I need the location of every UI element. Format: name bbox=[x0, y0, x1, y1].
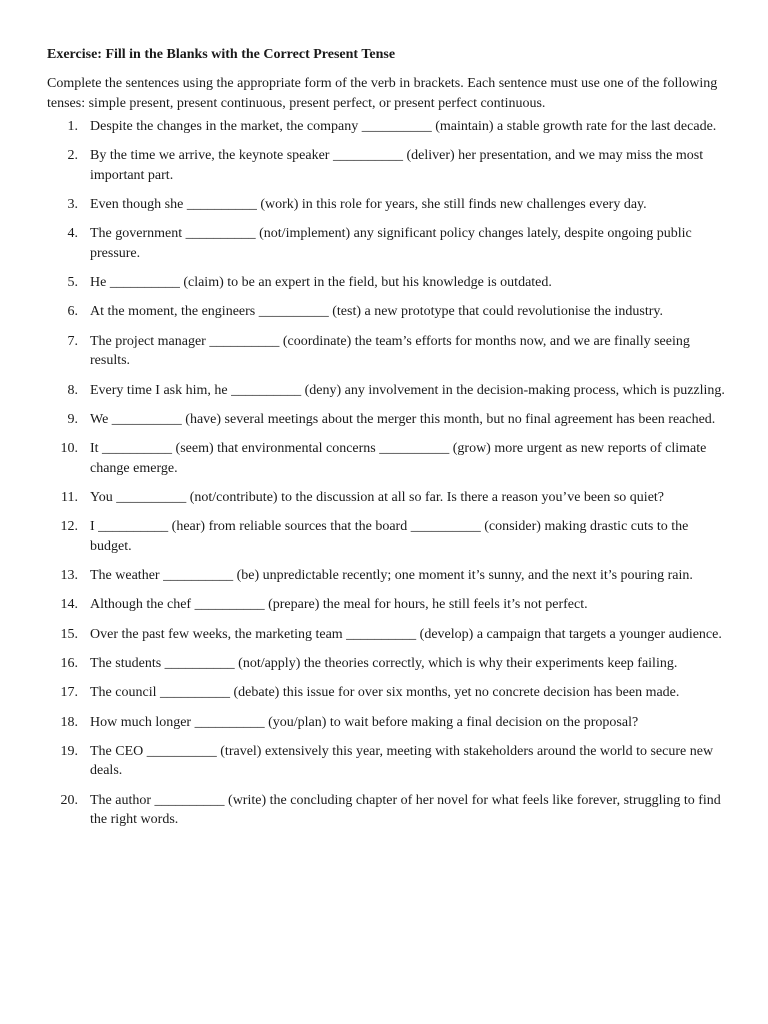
item-text: Even though she __________ (work) in this role for years, she still finds new challenges every day. bbox=[90, 197, 647, 213]
item-number: 2. bbox=[67, 148, 78, 164]
exercise-item bbox=[47, 517, 728, 556]
item-text: The author __________ (write) the concluding chapter of her novel for what feels like forever, struggling to find the right words. bbox=[90, 792, 721, 828]
item-text: How much longer __________ (you/plan) to wait before making a final decision on the proposal? bbox=[90, 714, 639, 730]
exercise-item bbox=[47, 381, 728, 401]
item-text: At the moment, the engineers __________ (test) a new prototype that could revolutionise the industry. bbox=[90, 304, 663, 320]
item-number: 8. bbox=[67, 382, 78, 398]
exercise-item bbox=[47, 713, 728, 733]
exercise-item bbox=[47, 595, 728, 615]
item-text: I __________ (hear) from reliable sources that the board __________ (consider) making drastic cuts to the budget. bbox=[90, 519, 689, 554]
exercise-item bbox=[47, 566, 728, 586]
item-number: 20. bbox=[60, 792, 78, 808]
item-number: 13. bbox=[60, 568, 78, 584]
exercise-item bbox=[47, 791, 728, 830]
item-number: 7. bbox=[67, 333, 78, 349]
item-number: 16. bbox=[60, 655, 78, 671]
item-text: Over the past few weeks, the marketing team __________ (develop) a campaign that targets a younger audience. bbox=[90, 626, 722, 642]
item-text: Although the chef __________ (prepare) the meal for hours, he still feels it’s not perfect. bbox=[90, 597, 588, 613]
item-text: The CEO __________ (travel) extensively this year, meeting with stakeholders around the world to secure new deals. bbox=[90, 743, 714, 779]
item-text: The weather __________ (be) unpredictable recently; one moment it’s sunny, and the next it’s pouring rain. bbox=[90, 568, 693, 584]
item-text: It __________ (seem) that environmental concerns __________ (grow) more urgent as new reports of climate change emerge. bbox=[90, 441, 707, 476]
item-text: Despite the changes in the market, the company __________ (maintain) a stable growth rate for the last decade. bbox=[90, 119, 717, 134]
item-number: 10. bbox=[60, 441, 78, 457]
exercise-item bbox=[47, 224, 728, 263]
item-number: 14. bbox=[60, 597, 78, 613]
exercise-item bbox=[47, 683, 728, 703]
exercise-item bbox=[47, 654, 728, 674]
exercise-item bbox=[47, 488, 728, 508]
item-number: 6. bbox=[67, 304, 78, 320]
exercise-item bbox=[47, 146, 728, 185]
exercise-item bbox=[47, 410, 728, 430]
item-number: 3. bbox=[67, 197, 78, 213]
exercise-item bbox=[47, 273, 728, 293]
item-text: Every time I ask him, he __________ (deny) any involvement in the decision-making process, which is puzzling. bbox=[90, 382, 725, 398]
exercise-item bbox=[47, 439, 728, 478]
item-text: The council __________ (debate) this issue for over six months, yet no concrete decision has been made. bbox=[90, 685, 680, 701]
item-number: 18. bbox=[60, 714, 78, 730]
exercise-item bbox=[47, 625, 728, 645]
item-number: 9. bbox=[67, 411, 78, 427]
item-number: 1. bbox=[67, 119, 78, 134]
item-number: 11. bbox=[61, 489, 78, 505]
exercise-item bbox=[47, 117, 728, 137]
instructions-paragraph: Complete the sentences using the appropriate form of the verb in brackets. Each sentence must use one of the following tenses: simple present, present continuous, present perfect, or present perfect continuous. bbox=[47, 76, 718, 111]
item-number: 4. bbox=[67, 226, 78, 242]
item-text: By the time we arrive, the keynote speaker __________ (deliver) her presentation, and we may miss the most important part. bbox=[90, 148, 704, 183]
item-text: The government __________ (not/implement) any significant policy changes lately, despite ongoing public pressure. bbox=[90, 226, 692, 261]
exercise-item bbox=[47, 302, 728, 322]
item-text: We __________ (have) several meetings about the merger this month, but no final agreement has been reached. bbox=[90, 411, 716, 427]
item-number: 15. bbox=[60, 626, 78, 642]
item-text: You __________ (not/contribute) to the discussion at all so far. Is there a reason you’ve been so quiet? bbox=[90, 489, 665, 505]
item-number: 5. bbox=[67, 275, 78, 291]
item-text: The project manager __________ (coordinate) the team’s efforts for months now, and we are finally seeing results. bbox=[90, 333, 690, 369]
item-number: 19. bbox=[60, 743, 78, 759]
item-text: The students __________ (not/apply) the theories correctly, which is why their experiments keep failing. bbox=[90, 655, 678, 671]
item-number: 12. bbox=[60, 519, 78, 535]
exercise-item bbox=[47, 332, 728, 371]
exercise-list bbox=[47, 117, 728, 830]
exercise-item bbox=[47, 195, 728, 215]
exercise-item bbox=[47, 742, 728, 781]
item-number: 17. bbox=[60, 685, 78, 701]
item-text: He __________ (claim) to be an expert in the field, but his knowledge is outdated. bbox=[90, 275, 552, 291]
exercise-title: Exercise: Fill in the Blanks with the Correct Present Tense bbox=[47, 47, 396, 62]
